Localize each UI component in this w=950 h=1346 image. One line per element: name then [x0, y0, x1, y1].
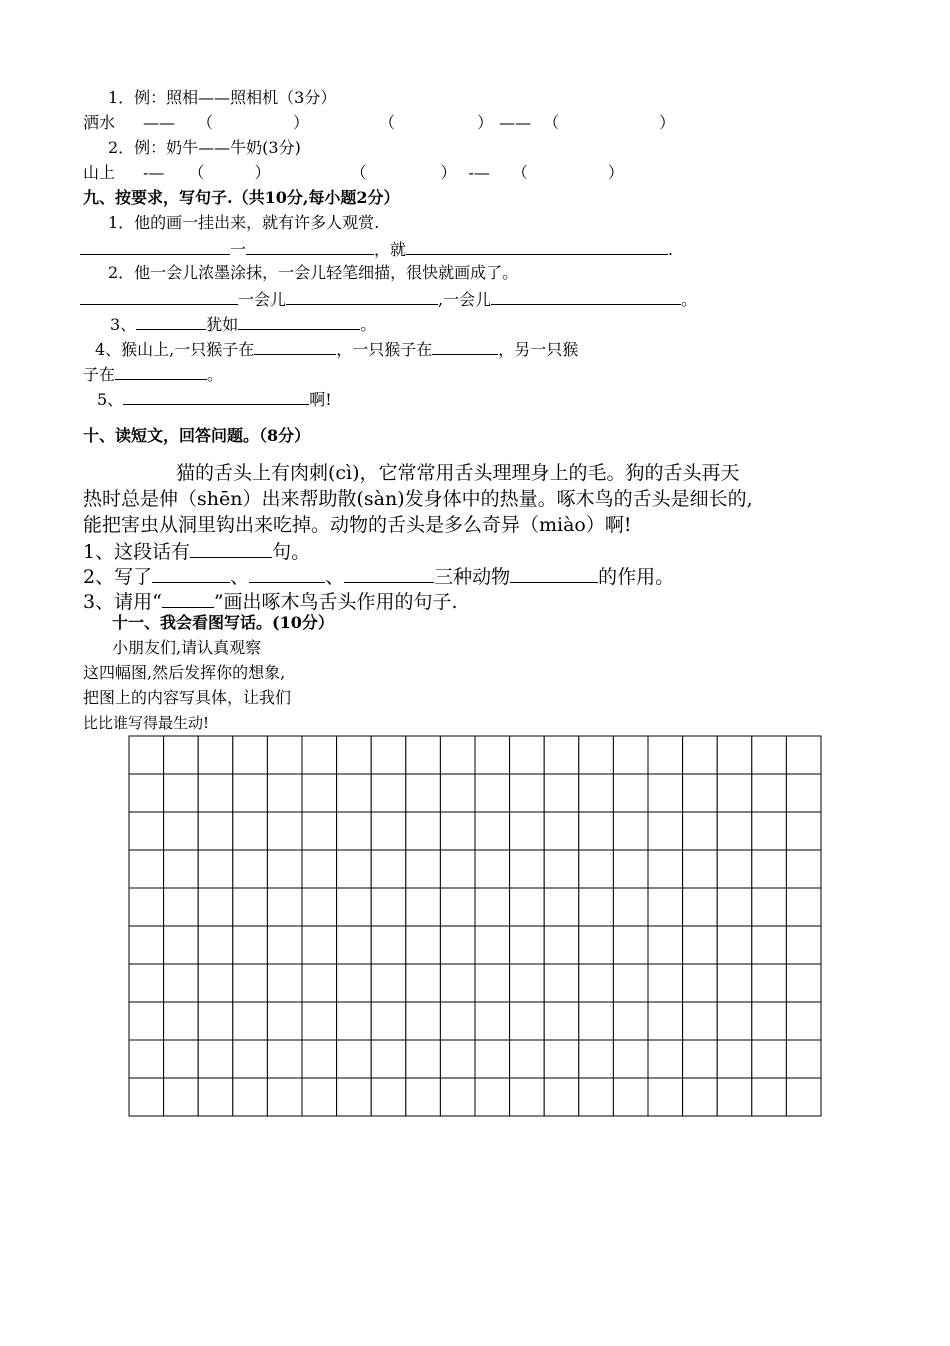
grid-cell[interactable]: [544, 736, 579, 774]
grid-cell[interactable]: [406, 774, 441, 812]
grid-cell[interactable]: [544, 1078, 579, 1116]
grid-cell[interactable]: [233, 736, 268, 774]
grid-cell[interactable]: [752, 736, 787, 774]
grid-cell[interactable]: [475, 1078, 510, 1116]
grid-cell[interactable]: [648, 850, 683, 888]
grid-cell[interactable]: [579, 1040, 614, 1078]
section-11-title: 十一、我会看图写话。(10分）: [112, 613, 334, 632]
grid-cell[interactable]: [440, 1002, 475, 1040]
grid-cell[interactable]: [717, 926, 752, 964]
grid-cell[interactable]: [544, 926, 579, 964]
grid-cell[interactable]: [371, 964, 406, 1002]
grid-cell[interactable]: [233, 1040, 268, 1078]
q10-3-a: 3、请用“: [83, 591, 162, 613]
grid-cell[interactable]: [717, 736, 752, 774]
paren-open: （: [188, 163, 205, 182]
grid-cell[interactable]: [717, 850, 752, 888]
grid-cell[interactable]: [613, 926, 648, 964]
paren-close: ）: [293, 113, 310, 132]
blank[interactable]: [510, 563, 598, 583]
grid-cell[interactable]: [164, 736, 199, 774]
grid-cell[interactable]: [579, 850, 614, 888]
paren-close: ）: [659, 113, 676, 132]
grid-cell[interactable]: [544, 774, 579, 812]
grid-cell[interactable]: [510, 812, 545, 850]
grid-cell[interactable]: [475, 812, 510, 850]
grid-cell[interactable]: [613, 1078, 648, 1116]
grid-cell[interactable]: [786, 888, 821, 926]
q9-1-end: .: [668, 240, 674, 259]
grid-cell[interactable]: [683, 1040, 718, 1078]
grid-cell[interactable]: [371, 736, 406, 774]
grid-cell[interactable]: [337, 1002, 372, 1040]
grid-cell[interactable]: [613, 774, 648, 812]
grid-cell[interactable]: [267, 926, 302, 964]
grid-cell[interactable]: [164, 774, 199, 812]
grid-cell[interactable]: [198, 888, 233, 926]
blank[interactable]: [136, 313, 206, 330]
grid-cell[interactable]: [475, 736, 510, 774]
grid-cell[interactable]: [198, 736, 233, 774]
grid-cell[interactable]: [510, 926, 545, 964]
blank[interactable]: [254, 338, 336, 355]
q10-3-b: ”画出啄木鸟舌头作用的句子.: [213, 591, 458, 613]
q10-2-b: 三种动物: [434, 566, 511, 588]
grid-cell[interactable]: [198, 1002, 233, 1040]
blank[interactable]: [432, 338, 498, 355]
grid-cell[interactable]: [233, 812, 268, 850]
q9-4-a: 4、猴山上,一只猴子在: [95, 340, 255, 359]
q9-4-b: ，一只猴子在: [336, 340, 433, 359]
q9-4-c: ，另一只猴: [498, 340, 579, 359]
grid-cell[interactable]: [786, 736, 821, 774]
grid-cell[interactable]: [440, 774, 475, 812]
grid-cell[interactable]: [579, 1078, 614, 1116]
section-11-text-2: 这四幅图,然后发挥你的想象,: [83, 663, 286, 682]
grid-cell[interactable]: [544, 850, 579, 888]
section-11-text-3: 把图上的内容写具体，让我们: [83, 688, 292, 707]
grid-cell[interactable]: [579, 926, 614, 964]
grid-cell[interactable]: [233, 850, 268, 888]
paren-open: （: [197, 113, 214, 132]
grid-cell[interactable]: [717, 1040, 752, 1078]
q8-1-answer-line: [83, 113, 675, 133]
grid-cell[interactable]: [198, 926, 233, 964]
q10-2-a: 2、写了: [83, 566, 153, 588]
grid-cell[interactable]: [648, 774, 683, 812]
grid-cell[interactable]: [752, 850, 787, 888]
q10-1-b: 句。: [272, 541, 311, 563]
grid-cell[interactable]: [302, 1002, 337, 1040]
grid-cell[interactable]: [302, 1078, 337, 1116]
blank[interactable]: [286, 288, 438, 305]
q9-4-line-2: [83, 363, 223, 385]
grid-cell[interactable]: [267, 736, 302, 774]
q9-5-num: 5、: [97, 390, 124, 409]
dash: ——: [143, 113, 176, 132]
grid-cell[interactable]: [406, 888, 441, 926]
grid-cell[interactable]: [786, 964, 821, 1002]
grid-cell[interactable]: [164, 812, 199, 850]
grid-cell[interactable]: [129, 926, 164, 964]
grid-cell[interactable]: [752, 1078, 787, 1116]
section-9-title: 九、按要求，写句子.（共10分,每小题2分）: [83, 188, 400, 207]
paren-open: （: [511, 163, 528, 182]
grid-cell[interactable]: [717, 1078, 752, 1116]
q9-2-end: 。: [681, 290, 698, 309]
grid-cell[interactable]: [579, 812, 614, 850]
grid-cell[interactable]: [337, 812, 372, 850]
grid-cell[interactable]: [337, 736, 372, 774]
grid-cell[interactable]: [267, 1078, 302, 1116]
grid-cell[interactable]: [267, 1040, 302, 1078]
grid-cell[interactable]: [440, 926, 475, 964]
grid-cell[interactable]: [406, 812, 441, 850]
grid-cell[interactable]: [786, 774, 821, 812]
q9-1-jiu: ，就: [374, 240, 407, 259]
grid-cell[interactable]: [579, 1002, 614, 1040]
grid-cell[interactable]: [337, 888, 372, 926]
grid-cell[interactable]: [752, 1002, 787, 1040]
grid-cell[interactable]: [233, 964, 268, 1002]
blank[interactable]: [80, 238, 230, 255]
grid-cell[interactable]: [683, 812, 718, 850]
q10-2-line: [83, 563, 674, 589]
grid-cell[interactable]: [683, 850, 718, 888]
grid-cell[interactable]: [683, 1002, 718, 1040]
grid-cell[interactable]: [786, 926, 821, 964]
q9-3-word: 犹如: [206, 315, 239, 334]
grid-cell[interactable]: [613, 964, 648, 1002]
grid-cell[interactable]: [648, 1002, 683, 1040]
grid-cell[interactable]: [233, 888, 268, 926]
grid-cell[interactable]: [302, 926, 337, 964]
grid-cell[interactable]: [510, 1078, 545, 1116]
grid-cell[interactable]: [233, 926, 268, 964]
q8-1-example: 1．例：照相——照相机（3分）: [108, 88, 337, 107]
grid-cell[interactable]: [371, 1002, 406, 1040]
passage-line-1: 猫的舌头上有肉刺(cì)，它常常用舌头理理身上的毛。狗的舌头再天: [176, 462, 740, 484]
grid-cell[interactable]: [129, 1040, 164, 1078]
grid-cell[interactable]: [406, 1002, 441, 1040]
grid-cell[interactable]: [786, 850, 821, 888]
grid-cell[interactable]: [475, 774, 510, 812]
paren-open: （: [379, 113, 396, 132]
q9-2-yihuier: 一会儿: [238, 290, 287, 309]
grid-cell[interactable]: [267, 964, 302, 1002]
grid-cell[interactable]: [683, 1078, 718, 1116]
paren-close: ）: [254, 163, 271, 182]
grid-cell[interactable]: [337, 964, 372, 1002]
grid-cell[interactable]: [683, 926, 718, 964]
section-11-text-1: 小朋友们,请认真观察: [112, 638, 262, 657]
grid-cell[interactable]: [233, 1002, 268, 1040]
grid-cell[interactable]: [371, 1078, 406, 1116]
grid-cell[interactable]: [164, 1040, 199, 1078]
grid-cell[interactable]: [579, 964, 614, 1002]
grid-cell[interactable]: [510, 964, 545, 1002]
grid-cell[interactable]: [406, 926, 441, 964]
grid-cell[interactable]: [752, 812, 787, 850]
grid-cell[interactable]: [510, 888, 545, 926]
grid-cell[interactable]: [579, 774, 614, 812]
q9-2-prompt: 2．他一会儿浓墨涂抹，一会儿轻笔细描，很快就画成了。: [108, 263, 519, 282]
paren-open: （: [543, 113, 560, 132]
section-10-title: 十、读短文，回答问题。（8分）: [83, 426, 311, 445]
grid-cell[interactable]: [475, 964, 510, 1002]
grid-cell[interactable]: [440, 964, 475, 1002]
grid-cell[interactable]: [302, 1040, 337, 1078]
q9-4-end: 。: [207, 365, 224, 384]
q9-2-yihuier-2: ,一会儿: [438, 290, 492, 309]
grid-cell[interactable]: [717, 1002, 752, 1040]
grid-cell[interactable]: [267, 850, 302, 888]
grid-cell[interactable]: [579, 888, 614, 926]
grid-cell[interactable]: [302, 850, 337, 888]
grid-cell[interactable]: [752, 888, 787, 926]
grid-cell[interactable]: [302, 774, 337, 812]
grid-cell[interactable]: [544, 1040, 579, 1078]
q9-4-line: [95, 338, 578, 360]
grid-cell[interactable]: [406, 964, 441, 1002]
grid-cell[interactable]: [475, 1002, 510, 1040]
grid-cell[interactable]: [129, 888, 164, 926]
grid-cell[interactable]: [786, 1040, 821, 1078]
q9-1-answer-line: [80, 238, 673, 260]
grid-cell[interactable]: [440, 1040, 475, 1078]
grid-cell[interactable]: [267, 812, 302, 850]
q9-3-num: 3、: [110, 315, 137, 334]
grid-cell[interactable]: [371, 1040, 406, 1078]
grid-cell[interactable]: [683, 774, 718, 812]
grid-cell[interactable]: [648, 812, 683, 850]
grid-cell[interactable]: [752, 774, 787, 812]
grid-cell[interactable]: [302, 964, 337, 1002]
grid-cell[interactable]: [475, 888, 510, 926]
grid-cell[interactable]: [510, 850, 545, 888]
q10-2-sep: 、: [325, 566, 345, 588]
grid-cell[interactable]: [717, 888, 752, 926]
grid-cell[interactable]: [406, 1078, 441, 1116]
q9-3-end: 。: [360, 315, 377, 334]
grid-cell[interactable]: [475, 850, 510, 888]
grid-cell[interactable]: [510, 774, 545, 812]
passage-line-2: 热时总是伸（shēn）出来帮助散(sàn)发身体中的热量。啄木鸟的舌头是细长的,: [83, 488, 753, 510]
grid-cell[interactable]: [613, 812, 648, 850]
paren-open: （: [350, 163, 367, 182]
grid-cell[interactable]: [752, 926, 787, 964]
grid-cell[interactable]: [544, 964, 579, 1002]
q9-4-d: 子在: [83, 365, 116, 384]
q9-3-line: [110, 313, 376, 335]
grid-cell[interactable]: [371, 888, 406, 926]
grid-cell[interactable]: [337, 850, 372, 888]
q10-1-a: 1、这段话有: [83, 541, 191, 563]
grid-cell[interactable]: [544, 1002, 579, 1040]
grid-cell[interactable]: [267, 774, 302, 812]
grid-cell[interactable]: [683, 888, 718, 926]
grid-cell[interactable]: [544, 812, 579, 850]
grid-cell[interactable]: [129, 1078, 164, 1116]
blank[interactable]: [246, 238, 374, 255]
grid-cell[interactable]: [129, 774, 164, 812]
q8-1-word: 洒水: [83, 113, 116, 132]
paren-close: ）: [440, 163, 457, 182]
grid-cell[interactable]: [129, 850, 164, 888]
grid-cell[interactable]: [198, 850, 233, 888]
grid-cell[interactable]: [198, 964, 233, 1002]
grid-cell[interactable]: [613, 736, 648, 774]
q8-2-example: 2．例：奶牛——牛奶(3分): [108, 138, 301, 157]
blank[interactable]: [344, 563, 434, 583]
q10-3-line: [83, 588, 458, 614]
grid-cell[interactable]: [717, 774, 752, 812]
grid-cell[interactable]: [786, 1078, 821, 1116]
grid-cell[interactable]: [371, 774, 406, 812]
grid-cell[interactable]: [752, 964, 787, 1002]
grid-cell[interactable]: [613, 1002, 648, 1040]
blank[interactable]: [80, 288, 238, 305]
grid-cell[interactable]: [752, 1040, 787, 1078]
blank[interactable]: [406, 238, 668, 255]
grid-cell[interactable]: [164, 888, 199, 926]
grid-cell[interactable]: [406, 1040, 441, 1078]
grid-cell[interactable]: [164, 1078, 199, 1116]
writing-grid[interactable]: [128, 735, 822, 1117]
grid-cell[interactable]: [648, 926, 683, 964]
grid-cell[interactable]: [198, 1078, 233, 1116]
grid-cell[interactable]: [302, 812, 337, 850]
grid-cell[interactable]: [198, 774, 233, 812]
grid-cell[interactable]: [198, 1040, 233, 1078]
grid-cell[interactable]: [198, 812, 233, 850]
grid-cell[interactable]: [440, 888, 475, 926]
grid-cell[interactable]: [648, 736, 683, 774]
grid-cell[interactable]: [129, 964, 164, 1002]
grid-cell[interactable]: [648, 888, 683, 926]
grid-cell[interactable]: [267, 888, 302, 926]
grid-cell[interactable]: [406, 850, 441, 888]
grid-cell[interactable]: [164, 964, 199, 1002]
grid-cell[interactable]: [475, 926, 510, 964]
grid-cell[interactable]: [648, 1040, 683, 1078]
blank[interactable]: [249, 563, 325, 583]
q8-2-answer-line: [83, 163, 624, 183]
blank[interactable]: [238, 313, 360, 330]
grid-cell[interactable]: [129, 812, 164, 850]
grid-cell[interactable]: [129, 736, 164, 774]
blank[interactable]: [123, 388, 309, 405]
grid-cell[interactable]: [440, 812, 475, 850]
grid-cell[interactable]: [579, 736, 614, 774]
grid-cell[interactable]: [717, 964, 752, 1002]
blank[interactable]: [115, 363, 207, 380]
dash: ——: [499, 113, 532, 132]
passage-line-3: 能把害虫从洞里钩出来吃掉。动物的舌头是多么奇异（miào）啊!: [83, 514, 632, 536]
q9-1-yi: 一: [230, 240, 247, 259]
grid-cell[interactable]: [164, 1002, 199, 1040]
q10-2-sep: 、: [230, 566, 250, 588]
grid-cell[interactable]: [510, 1002, 545, 1040]
blank[interactable]: [491, 288, 681, 305]
grid-cell[interactable]: [786, 812, 821, 850]
grid-cell[interactable]: [648, 1078, 683, 1116]
grid-cell[interactable]: [406, 736, 441, 774]
dash: -—: [468, 163, 490, 182]
grid-cell[interactable]: [475, 1040, 510, 1078]
grid-cell[interactable]: [613, 888, 648, 926]
grid-cell[interactable]: [337, 926, 372, 964]
paren-close: ）: [477, 113, 494, 132]
grid-cell[interactable]: [129, 1002, 164, 1040]
dash: -—: [143, 163, 165, 182]
q10-1-line: [83, 538, 310, 564]
paren-close: ）: [607, 163, 624, 182]
grid-cell[interactable]: [337, 1040, 372, 1078]
grid-cell[interactable]: [510, 736, 545, 774]
grid-cell[interactable]: [648, 964, 683, 1002]
blank[interactable]: [190, 538, 272, 558]
grid-cell[interactable]: [717, 812, 752, 850]
grid-cell[interactable]: [371, 850, 406, 888]
grid-cell[interactable]: [544, 888, 579, 926]
grid-cell[interactable]: [440, 1078, 475, 1116]
q9-1-prompt: 1．他的画一挂出来，就有许多人观赏.: [108, 213, 380, 232]
q9-2-answer-line: [80, 288, 697, 310]
grid-cell[interactable]: [302, 736, 337, 774]
grid-cell[interactable]: [337, 774, 372, 812]
blank[interactable]: [152, 563, 230, 583]
q9-5-end: 啊!: [309, 390, 332, 409]
grid-cell[interactable]: [233, 774, 268, 812]
grid-cell[interactable]: [683, 964, 718, 1002]
grid-cell[interactable]: [164, 850, 199, 888]
grid-cell[interactable]: [440, 736, 475, 774]
grid-cell[interactable]: [267, 1002, 302, 1040]
q9-5-line: [97, 388, 332, 410]
q10-2-c: 的作用。: [598, 566, 675, 588]
grid-cell[interactable]: [613, 850, 648, 888]
grid-cell[interactable]: [786, 1002, 821, 1040]
grid-cell[interactable]: [371, 812, 406, 850]
grid-cell[interactable]: [683, 736, 718, 774]
grid-cell[interactable]: [302, 888, 337, 926]
grid-cell[interactable]: [164, 926, 199, 964]
grid-cell[interactable]: [337, 1078, 372, 1116]
grid-cell[interactable]: [371, 926, 406, 964]
grid-cell[interactable]: [510, 1040, 545, 1078]
q8-2-word: 山上: [83, 163, 116, 182]
section-11-text-4: 比比谁写得最生动!: [83, 714, 210, 732]
blank[interactable]: [162, 588, 214, 608]
grid-cell[interactable]: [233, 1078, 268, 1116]
grid-cell[interactable]: [613, 1040, 648, 1078]
grid-cell[interactable]: [440, 850, 475, 888]
